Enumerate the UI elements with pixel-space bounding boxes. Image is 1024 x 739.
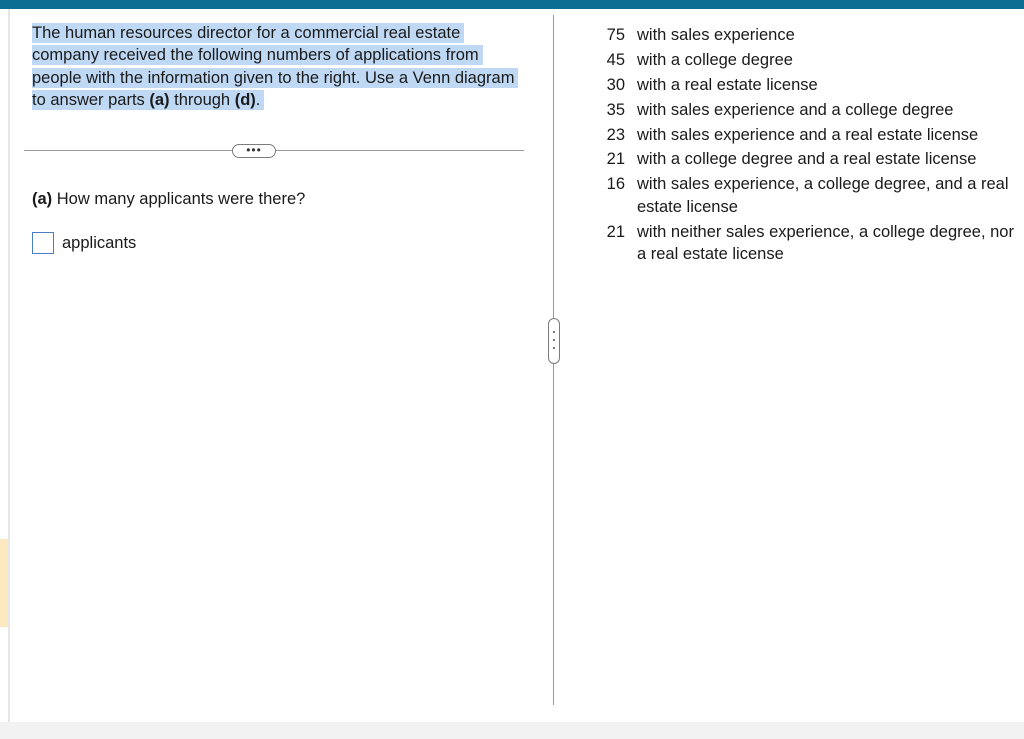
handle-dot [553,339,555,341]
part-a-reference: (a) [149,90,170,109]
data-description: with a college degree [637,50,793,69]
data-description: with sales experience and a real estate license [637,125,979,144]
bottom-bar [0,722,1024,739]
data-description: with a real estate license [637,75,818,94]
pane-resize-handle[interactable] [548,318,560,364]
handle-dot [553,347,555,349]
data-item [590,74,1015,96]
part-a-label: (a) [32,190,53,208]
data-count: 75 [606,26,625,44]
data-count: 30 [606,75,625,94]
data-item [590,148,1015,170]
data-description: with sales experience and a college degree [637,100,954,119]
part-d-reference: (d) [234,90,256,109]
data-item [590,173,1015,218]
data-item [590,24,1015,46]
data-count: 45 [606,50,625,69]
answer-unit-label: applicants [62,233,137,252]
part-a-question [32,190,305,209]
data-count: 23 [606,125,625,144]
part-a-question-text: How many applicants were there? [52,190,306,208]
data-description: with a college degree and a real estate license [637,150,977,169]
data-item [590,99,1015,121]
answer-row [32,230,136,256]
question-text: The human resources director for a commercial real estate company received the following numbers of applications from people with the information given to the right. Use a Venn diagram to answer parts (a) through (d). [32,22,527,111]
applicants-answer-input[interactable] [32,232,54,254]
data-item [590,49,1015,71]
data-count: 21 [606,150,625,169]
data-item [590,124,1015,146]
data-description: with sales experience [637,26,795,44]
data-count: 21 [606,222,625,241]
handle-dot [553,331,555,333]
expand-button[interactable]: ••• [232,144,276,158]
data-description: with neither sales experience, a college degree, nor a real estate license [637,222,1014,263]
data-count: 16 [606,175,625,194]
data-count: 35 [606,100,625,119]
data-item [590,221,1015,266]
data-description: with sales experience, a college degree, and a real estate license [637,175,1009,216]
rail-marker [0,539,8,627]
top-bar [0,0,1024,9]
data-list [590,24,1015,268]
